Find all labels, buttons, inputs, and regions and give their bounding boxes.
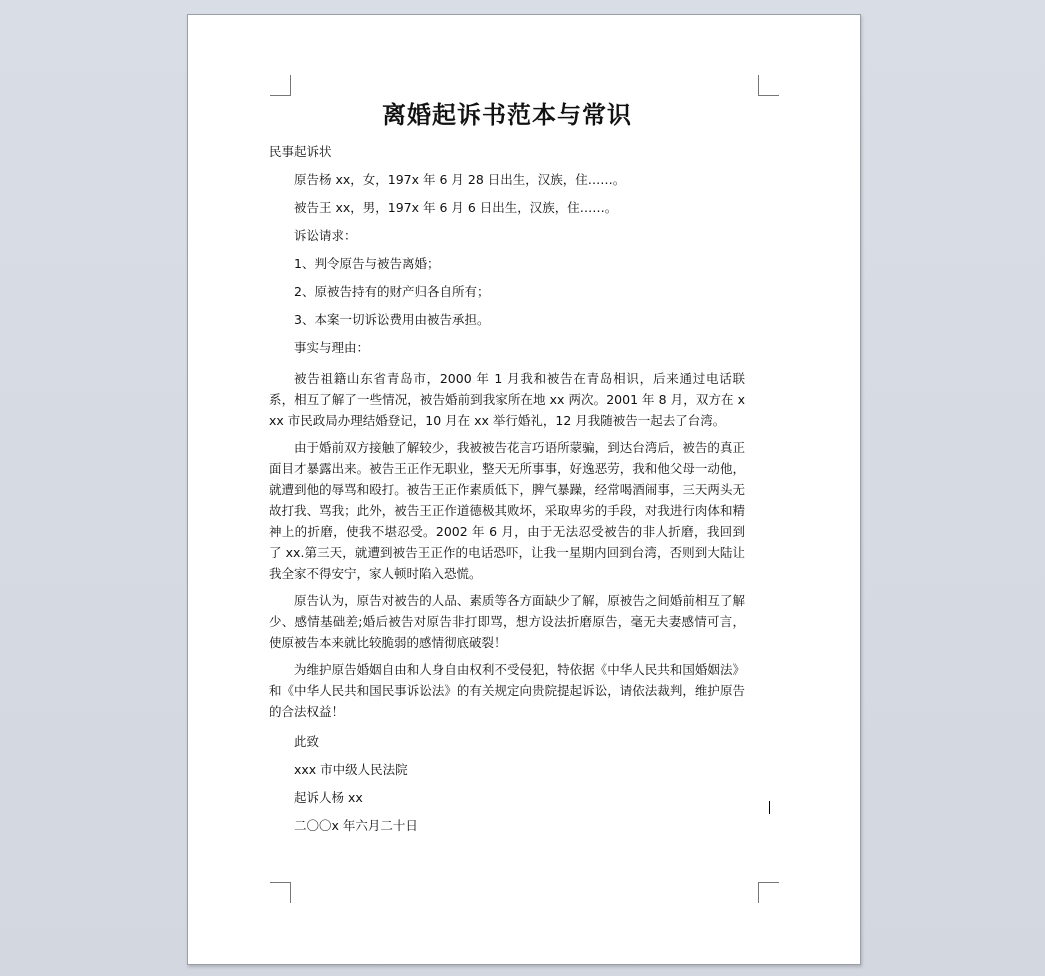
document-body[interactable] — [269, 98, 745, 840]
margin-corner-bottom-right — [758, 882, 779, 903]
margin-corner-bottom-left — [270, 882, 291, 903]
plaintiff-line: 原告杨 xx，女，197x 年 6 月 28 日出生，汉族，住……。 — [294, 172, 626, 187]
margin-corner-top-right — [758, 75, 779, 96]
body-paragraph: 由于婚前双方接触了解较少，我被被告花言巧语所蒙骗，到达台湾后，被告的真正面目才暴露出来。被告王正作无职业，整天无所事事，好逸恶劳，我和他父母一动他，就遭到他的辱骂和殴打。被告王正作素质低下，脾气暴躁，经常喝酒闹事，三天两头无故打我、骂我；此外，被告王正作道德极其败坏，采取卑劣的手段，对我进行肉体和精神上的折磨，使我不堪忍受。2002 年 6 月，由于无法忍受被告的非人折磨，我回到了 xx.第三天，就遭到被告王正作的电话恐吓，让我一星期内回到台湾，否则到大陆让我全家不得安宁，家人顿时陷入恐慌。 — [269, 440, 745, 581]
closing-line: 此致 — [294, 734, 320, 749]
claim-item: 1、判令原告与被告离婚； — [294, 256, 440, 271]
text-cursor — [769, 801, 770, 814]
claim-item: 3、本案一切诉讼费用由被告承担。 — [294, 312, 490, 327]
signer-line: 起诉人杨 xx — [294, 790, 363, 805]
document-page[interactable] — [187, 14, 861, 965]
claim-item: 2、原被告持有的财产归各自所有； — [294, 284, 490, 299]
facts-label: 事实与理由： — [294, 340, 370, 355]
court-line: xxx 市中级人民法院 — [294, 762, 408, 777]
claims-label: 诉讼请求： — [294, 228, 357, 243]
defendant-line: 被告王 xx，男，197x 年 6 月 6 日出生，汉族，住……。 — [294, 200, 618, 215]
body-paragraph: 原告认为，原告对被告的人品、素质等各方面缺少了解，原被告之间婚前相互了解少、感情基础差;婚后被告对原告非打即骂，想方设法折磨原告，毫无夫妻感情可言，使原被告本来就比较脆弱的感情彻底破裂！ — [269, 593, 745, 650]
date-line: 二〇〇x 年六月二十日 — [294, 818, 418, 833]
document-title: 离婚起诉书范本与常识 — [382, 100, 632, 129]
margin-corner-top-left — [270, 75, 291, 96]
body-paragraph: 被告祖籍山东省青岛市，2000 年 1 月我和被告在青岛相识，后来通过电话联系，相互了解了一些情况，被告婚前到我家所在地 xx 两次。2001 年 8 月，双方在 xxx 市民政局办理结婚登记，10 月在 xx 举行婚礼，12 月我随被告一起去了台湾。 — [269, 371, 745, 428]
body-paragraph: 为维护原告婚姻自由和人身自由权利不受侵犯，特依据《中华人民共和国婚姻法》和《中华人民共和国民事诉讼法》的有关规定向贵院提起诉讼，请依法裁判，维护原告的合法权益！ — [269, 662, 745, 719]
complaint-heading: 民事起诉状 — [269, 144, 332, 159]
